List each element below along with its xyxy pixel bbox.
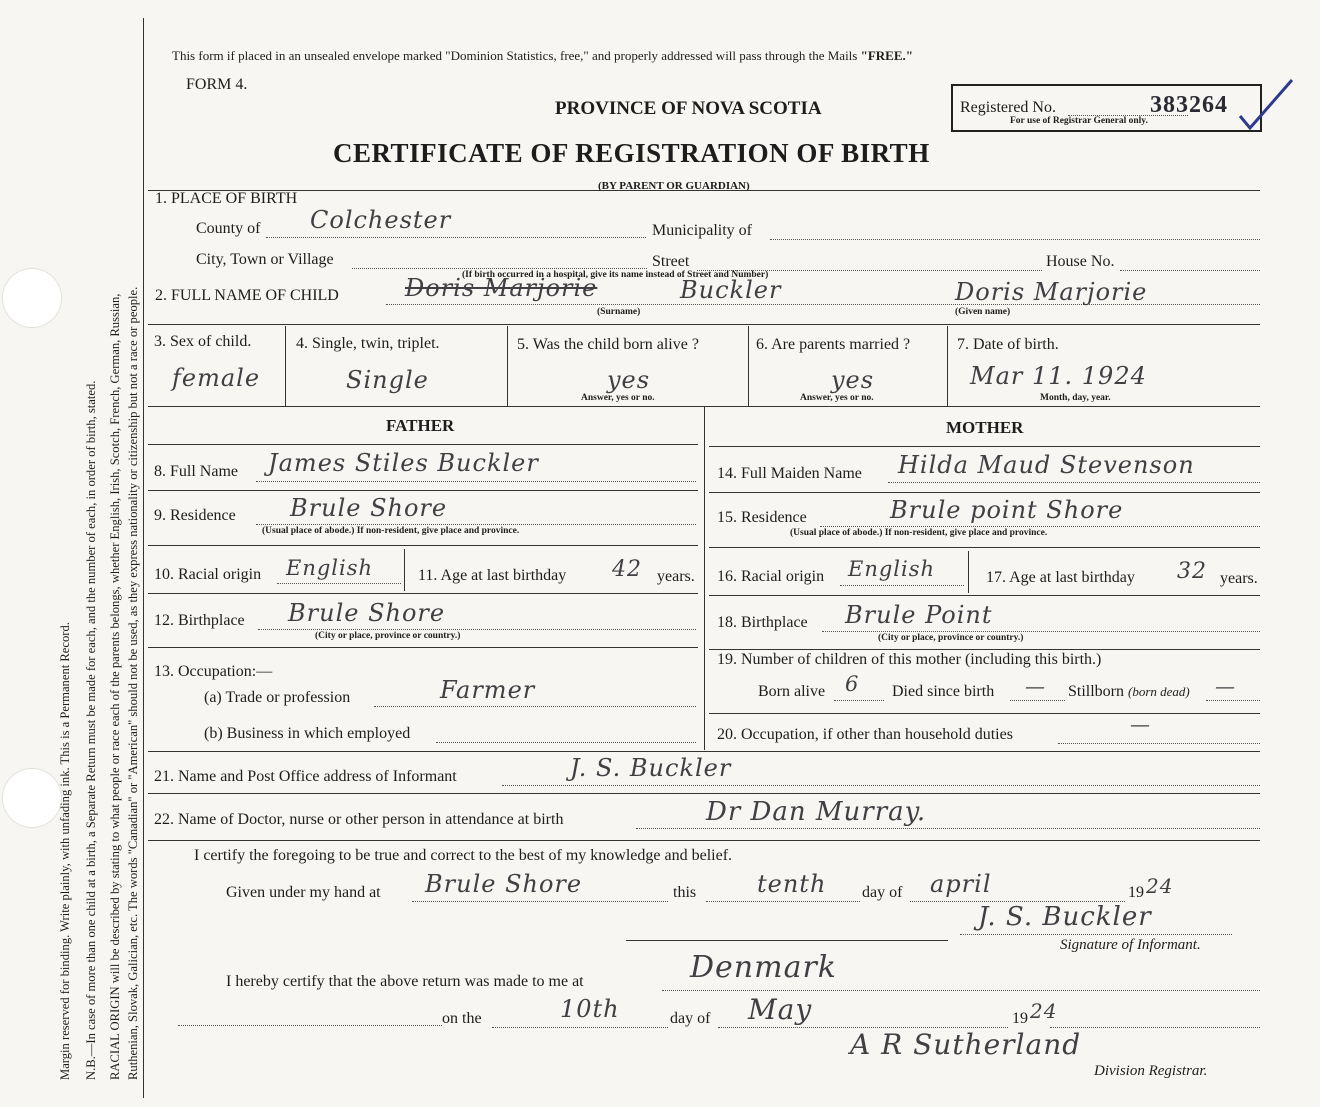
parents-married-value: yes (831, 366, 875, 394)
year-prefix: 19 (1128, 884, 1144, 901)
plurality-label: 4. Single, twin, triplet. (296, 335, 440, 352)
registrar-signature: A R Sutherland (850, 1028, 1082, 1061)
street-label: Street (652, 253, 690, 270)
born-alive-count-value: 6 (845, 672, 860, 696)
registered-number-value: 383264 (1150, 92, 1228, 118)
child-name-label: 2. FULL NAME OF CHILD (155, 287, 339, 304)
binding-hole-bottom (2, 768, 62, 828)
father-age-value: 42 (612, 557, 642, 582)
registrar-signature-label: Division Registrar. (1094, 1063, 1208, 1079)
father-racial-value: English (286, 556, 374, 580)
mother-residence-label: 15. Residence (717, 509, 807, 526)
registrar-day-value: 10th (560, 995, 620, 1023)
father-business-label: (b) Business in which employed (204, 725, 411, 742)
father-occupation-label: 13. Occupation:— (154, 663, 273, 680)
place-of-birth-label: 1. PLACE OF BIRTH (155, 190, 298, 207)
died-since-birth-value: — (1025, 674, 1046, 698)
child-surname-value: Buckler (680, 276, 782, 304)
mother-racial-value: English (848, 557, 936, 581)
year-value: 24 (1146, 874, 1174, 898)
sex-value: female (172, 364, 261, 392)
born-alive-count-label: Born alive (758, 683, 826, 700)
on-the-label: on the (442, 1010, 482, 1027)
registrar-year-value: 24 (1030, 999, 1058, 1023)
mother-occupation-value: — (1130, 712, 1151, 736)
mother-age-label: 17. Age at last birthday (986, 569, 1135, 586)
father-birthplace-note: (City or place, province or country.) (315, 631, 461, 641)
date-of-birth-value: Mar 11. 1924 (970, 362, 1147, 390)
born-alive-value: yes (607, 366, 651, 394)
province-title: PROVINCE OF NOVA SCOTIA (555, 98, 822, 119)
mail-notice-text: This form if placed in an unsealed envelope marked "Dominion Statistics, free," and properly addressed will pass through the Mails (172, 48, 858, 63)
doctor-value: Dr Dan Murray. (706, 797, 927, 827)
city-label: City, Town or Village (196, 251, 334, 268)
mail-notice (172, 48, 913, 64)
margin-note-binding: Margin reserved for binding. Write plainly, with unfading ink. This is a Permanent Record. (58, 622, 72, 1080)
registrar-place-value: Denmark (690, 950, 837, 985)
plurality-value: Single (346, 366, 429, 394)
father-name-label: 8. Full Name (154, 463, 238, 480)
mother-occupation-label: 20. Occupation, if other than household duties (717, 726, 1013, 743)
child-given-caption: (Given name) (955, 307, 1011, 317)
margin-note-multiple-births: N.B.—In case of more than one child at a birth, a Separate Return must be made for each, and the number of each, in order of birth, stated. (84, 380, 98, 1080)
mother-birthplace-note: (City or place, province or country.) (878, 633, 1024, 643)
margin-note-racial-origin: RACIAL ORIGIN will be described by stating to what people or race each of the parents belongs, whether English, Irish, Scotch, French, German, Russian, (108, 293, 122, 1080)
form-number: FORM 4. (186, 76, 248, 93)
doctor-label: 22. Name of Doctor, nurse or other person in attendance at birth (154, 811, 564, 828)
day-value: tenth (757, 870, 827, 898)
registrar-day-of-label: day of (670, 1010, 711, 1027)
registered-number-label: Registered No. (960, 99, 1056, 116)
stillborn-label (1068, 683, 1190, 701)
certification-statement: I certify the foregoing to be true and correct to the best of my knowledge and belief. (194, 847, 733, 864)
registrar-statement: I hereby certify that the above return was made to me at (226, 973, 584, 990)
registrar-month-value: May (748, 993, 813, 1026)
father-age-unit: years. (657, 568, 695, 585)
page-title: CERTIFICATE OF REGISTRATION OF BIRTH (333, 138, 930, 168)
child-given-value: Doris Marjorie (955, 278, 1148, 306)
given-under-label: Given under my hand at (226, 884, 381, 901)
mother-birthplace-value: Brule Point (845, 601, 993, 629)
day-of-label: day of (862, 884, 903, 901)
date-of-birth-label: 7. Date of birth. (957, 336, 1059, 353)
parents-married-label: 6. Are parents married ? (756, 336, 911, 353)
page-subtitle: (BY PARENT OR GUARDIAN) (598, 180, 750, 192)
father-birthplace-value: Brule Shore (288, 599, 446, 627)
father-birthplace-label: 12. Birthplace (154, 612, 245, 629)
stillborn-value: — (1215, 674, 1236, 698)
this-label: this (673, 884, 697, 901)
mother-heading: MOTHER (946, 418, 1024, 437)
father-trade-value: Farmer (440, 676, 536, 704)
month-value: april (930, 870, 992, 898)
father-trade-label: (a) Trade or profession (204, 689, 351, 706)
hospital-note: (If birth occurred in a hospital, give its name instead of Street and Number) (462, 270, 769, 280)
born-alive-note: Answer, yes or no. (581, 393, 655, 403)
died-since-birth-label: Died since birth (892, 683, 995, 700)
mother-age-unit: years. (1220, 570, 1258, 587)
informant-label: 21. Name and Post Office address of Informant (154, 768, 457, 785)
mother-name-value: Hilda Maud Stevenson (898, 451, 1195, 479)
mother-children-label: 19. Number of children of this mother (including this birth.) (717, 651, 1102, 668)
registrar-year-prefix: 19 (1012, 1010, 1028, 1027)
county-label: County of (196, 220, 261, 237)
informant-signature-label: Signature of Informant. (1060, 937, 1201, 953)
father-name-value: James Stiles Buckler (268, 449, 539, 477)
check-mark-icon (1236, 74, 1296, 134)
registrar-only-note: For use of Registrar General only. (1010, 116, 1148, 126)
mother-name-label: 14. Full Maiden Name (717, 465, 862, 482)
mother-residence-note: (Usual place of abode.) If non-resident, give place and province. (790, 528, 1048, 538)
stillborn-text: Stillborn (1068, 683, 1125, 700)
date-of-birth-note: Month, day, year. (1040, 393, 1111, 403)
margin-note-racial-origin-cont: Ruthenian, Slovak, Galician, etc. The words "Canadian" or "American" should not be used, as they express nationality or citizenship but not a race or people. (126, 286, 140, 1080)
informant-signature: J. S. Buckler (978, 902, 1152, 932)
parents-married-note: Answer, yes or no. (800, 393, 874, 403)
father-age-label: 11. Age at last birthday (418, 567, 567, 584)
mother-birthplace-label: 18. Birthplace (717, 614, 808, 631)
mother-age-value: 32 (1177, 559, 1207, 584)
born-alive-label: 5. Was the child born alive ? (517, 336, 699, 353)
sex-label: 3. Sex of child. (154, 333, 252, 350)
informant-value: J. S. Buckler (570, 754, 732, 782)
given-place-value: Brule Shore (425, 870, 583, 898)
municipality-label: Municipality of (652, 222, 752, 239)
house-number-label: House No. (1046, 253, 1115, 270)
stillborn-note: (born dead) (1128, 684, 1190, 699)
mail-free: "FREE." (860, 48, 913, 63)
father-residence-note: (Usual place of abode.) If non-resident, give place and province. (262, 526, 520, 536)
binding-hole-top (2, 268, 62, 328)
father-residence-label: 9. Residence (154, 507, 236, 524)
child-name-struck: Doris Marjorie (405, 274, 598, 302)
father-heading: FATHER (386, 416, 455, 435)
county-value: Colchester (310, 206, 452, 234)
father-racial-label: 10. Racial origin (154, 566, 262, 583)
child-surname-caption: (Surname) (597, 307, 641, 317)
mother-residence-value: Brule point Shore (890, 496, 1124, 524)
mother-racial-label: 16. Racial origin (717, 568, 825, 585)
father-residence-value: Brule Shore (290, 494, 448, 522)
